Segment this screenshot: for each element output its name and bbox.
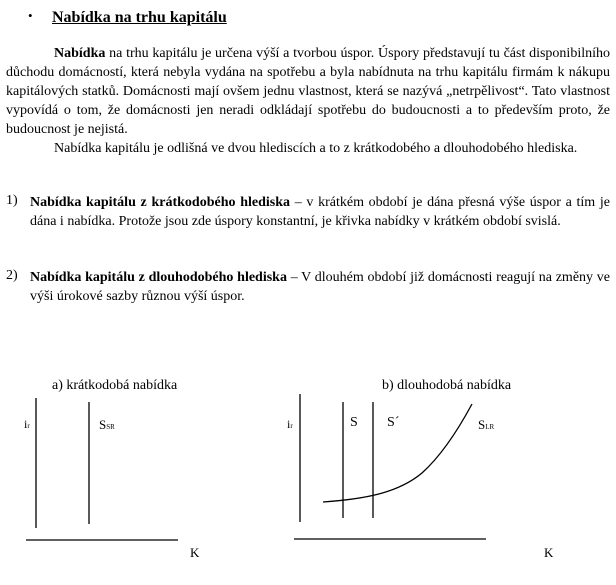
item-number-2: 2) [6, 268, 18, 283]
chart-a-x-label: K [190, 545, 200, 560]
paragraph-lead-bold: Nabídka [54, 46, 106, 61]
paragraph-text-2: Nabídka kapitálu je odlišná ve dvou hlediscích a to z krátkodobého a dlouhodobého hlediska. [54, 141, 578, 156]
item-number-1: 1) [6, 193, 18, 208]
chart-a-title: a) krátkodobá nabídka [52, 378, 178, 393]
chart-b-long-run-curve [323, 404, 472, 502]
chart-b-x-label: K [544, 545, 554, 560]
section-title: Nabídka na trhu kapitálu [52, 9, 227, 26]
item-bold-2: Nabídka kapitálu z dlouhodobého hlediska [30, 270, 287, 285]
paragraph-text: na trhu kapitálu je určena výší a tvorbou úspor. Úspory představují tu část disponibilního důchodu domácností, která nebyla vydána na spotřebu a byla nabídnuta na trhu kapitálu firmám k nákupu kapitálových statků. Domácnosti mají ovšem jednu vlastnost, která se nazývá „netrpělivost“. Tato vlastnost vypovídá o tom, že domácnosti jen neradi odkládají spotřebu do budoucnosti a to především proto, že budoucnost je nejistá. [6, 46, 610, 137]
chart-a-curve-label: SSR [99, 417, 115, 432]
item-text-1: – v krátkém období je dána přesná výše úspor a tím je dána i nabídka. Protože jsou zde úspory konstantní, je křivka nabídky v krátkém období svislá. [30, 195, 610, 229]
item-text-2: – V dlouhém období již domácnosti reagují na změny ve výši úrokové sazby různou výší úspor. [30, 270, 610, 304]
chart-b-curve-slr-label: SLR [478, 417, 495, 432]
chart-a-y-label: ir [24, 417, 30, 431]
bullet-icon: • [28, 8, 33, 23]
item-bold-1: Nabídka kapitálu z krátkodobého hlediska [30, 195, 290, 210]
chart-b-curve-s-prime-label: S´ [387, 415, 400, 430]
chart-b-title: b) dlouhodobá nabídka [382, 378, 512, 393]
chart-b-curve-s-label: S [350, 415, 358, 430]
chart-b-y-label: ir [287, 417, 293, 431]
